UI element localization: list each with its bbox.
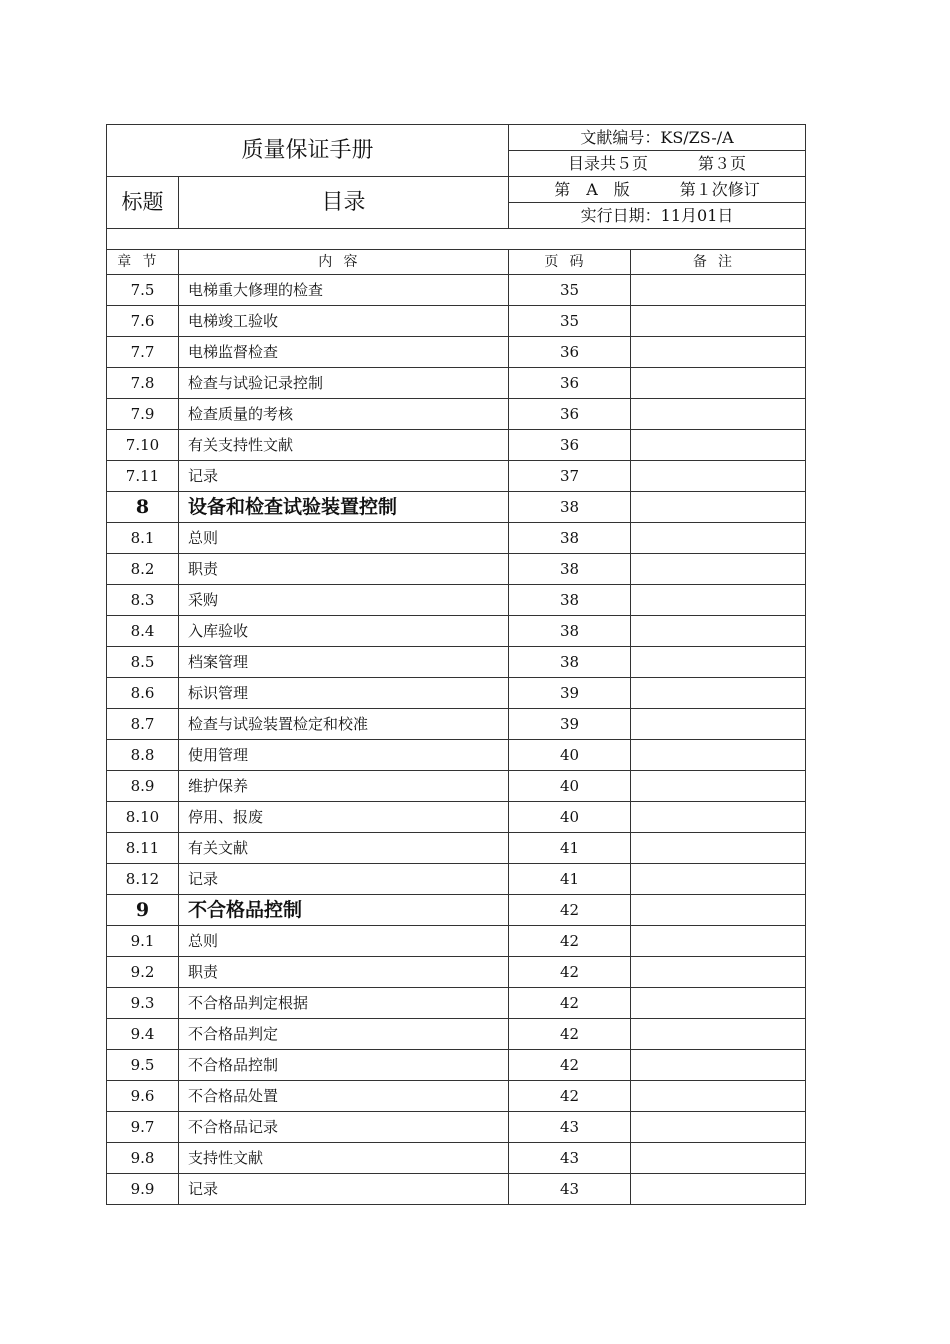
- row-page: 36: [509, 368, 631, 399]
- row-remark: [631, 1081, 806, 1112]
- spacer-cell: [107, 229, 806, 250]
- row-number: 9.6: [107, 1081, 179, 1112]
- row-page: 38: [509, 492, 631, 523]
- row-remark: [631, 1143, 806, 1174]
- row-page: 42: [509, 988, 631, 1019]
- row-title: 档案管理: [179, 647, 509, 678]
- effective-date: 实行日期：11月01日: [509, 203, 806, 229]
- row-remark: [631, 461, 806, 492]
- row-title: 电梯监督检查: [179, 337, 509, 368]
- header-row-3: [107, 177, 806, 203]
- row-page: 39: [509, 709, 631, 740]
- row-page: 43: [509, 1112, 631, 1143]
- header-row-1: [107, 125, 806, 151]
- table-row: [107, 771, 806, 802]
- row-number: 7.8: [107, 368, 179, 399]
- row-title: 检查质量的考核: [179, 399, 509, 430]
- row-number: 8.12: [107, 864, 179, 895]
- row-number: 9.8: [107, 1143, 179, 1174]
- row-page: 39: [509, 678, 631, 709]
- row-title: 不合格品处置: [179, 1081, 509, 1112]
- row-remark: [631, 1050, 806, 1081]
- row-title: 职责: [179, 554, 509, 585]
- row-number: 9.1: [107, 926, 179, 957]
- row-number: 8.2: [107, 554, 179, 585]
- row-page: 38: [509, 616, 631, 647]
- row-remark: [631, 616, 806, 647]
- row-title: 有关支持性文献: [179, 430, 509, 461]
- row-number: 8.11: [107, 833, 179, 864]
- chapter-row: [107, 895, 806, 926]
- row-number: 8: [107, 492, 179, 523]
- row-title: 停用、报废: [179, 802, 509, 833]
- row-number: 8.7: [107, 709, 179, 740]
- title-label: 标题: [107, 177, 179, 229]
- table-row: [107, 678, 806, 709]
- column-header-row: [107, 250, 806, 275]
- row-remark: [631, 678, 806, 709]
- row-remark: [631, 1019, 806, 1050]
- row-number: 9.2: [107, 957, 179, 988]
- row-page: 40: [509, 740, 631, 771]
- table-row: [107, 368, 806, 399]
- row-number: 8.1: [107, 523, 179, 554]
- row-remark: [631, 1112, 806, 1143]
- row-title: 标识管理: [179, 678, 509, 709]
- row-page: 40: [509, 771, 631, 802]
- row-page: 37: [509, 461, 631, 492]
- table-row: [107, 1174, 806, 1205]
- table-row: [107, 709, 806, 740]
- row-title: 设备和检查试验装置控制: [179, 492, 509, 523]
- table-row: [107, 988, 806, 1019]
- table-row: [107, 337, 806, 368]
- row-page: 38: [509, 523, 631, 554]
- column-header-content: 内容: [179, 250, 509, 275]
- revision: 第１次修订: [679, 179, 760, 199]
- table-row: [107, 430, 806, 461]
- row-title: 电梯竣工验收: [179, 306, 509, 337]
- row-title: 总则: [179, 926, 509, 957]
- row-remark: [631, 275, 806, 306]
- row-title: 不合格品记录: [179, 1112, 509, 1143]
- row-number: 8.9: [107, 771, 179, 802]
- column-header-page: 页码: [509, 250, 631, 275]
- row-number: 9.5: [107, 1050, 179, 1081]
- row-remark: [631, 895, 806, 926]
- row-remark: [631, 647, 806, 678]
- table-row: [107, 740, 806, 771]
- row-number: 7.7: [107, 337, 179, 368]
- row-title: 记录: [179, 1174, 509, 1205]
- row-number: 8.4: [107, 616, 179, 647]
- row-number: 9: [107, 895, 179, 926]
- row-title: 不合格品控制: [179, 1050, 509, 1081]
- row-title: 电梯重大修理的检查: [179, 275, 509, 306]
- row-number: 7.9: [107, 399, 179, 430]
- row-title: 支持性文献: [179, 1143, 509, 1174]
- row-page: 42: [509, 1081, 631, 1112]
- doc-number: 文献编号：KS/ZS-/A: [509, 125, 806, 151]
- row-title: 使用管理: [179, 740, 509, 771]
- table-row: [107, 1143, 806, 1174]
- row-remark: [631, 802, 806, 833]
- table-row: [107, 1050, 806, 1081]
- row-page: 41: [509, 833, 631, 864]
- table-row: [107, 802, 806, 833]
- row-title: 采购: [179, 585, 509, 616]
- toc-page-info: [509, 151, 806, 177]
- toc-total: 目录共５页: [568, 153, 649, 173]
- row-remark: [631, 399, 806, 430]
- table-row: [107, 1019, 806, 1050]
- row-page: 42: [509, 957, 631, 988]
- row-title: 职责: [179, 957, 509, 988]
- row-remark: [631, 988, 806, 1019]
- row-number: 8.6: [107, 678, 179, 709]
- row-page: 38: [509, 554, 631, 585]
- row-title: 检查与试验装置检定和校准: [179, 709, 509, 740]
- row-remark: [631, 492, 806, 523]
- table-row: [107, 1112, 806, 1143]
- row-number: 9.3: [107, 988, 179, 1019]
- row-remark: [631, 709, 806, 740]
- column-header-remark: 备注: [631, 250, 806, 275]
- row-number: 8.5: [107, 647, 179, 678]
- row-page: 43: [509, 1174, 631, 1205]
- row-page: 41: [509, 864, 631, 895]
- column-header-chapter: 章节: [107, 250, 179, 275]
- table-row: [107, 554, 806, 585]
- table-row: [107, 1081, 806, 1112]
- row-page: 42: [509, 1050, 631, 1081]
- section-title: 目录: [179, 177, 509, 229]
- row-remark: [631, 523, 806, 554]
- table-row: [107, 306, 806, 337]
- row-page: 42: [509, 895, 631, 926]
- row-page: 40: [509, 802, 631, 833]
- row-number: 9.9: [107, 1174, 179, 1205]
- row-title: 入库验收: [179, 616, 509, 647]
- row-title: 总则: [179, 523, 509, 554]
- row-number: 8.10: [107, 802, 179, 833]
- row-page: 43: [509, 1143, 631, 1174]
- table-row: [107, 864, 806, 895]
- row-title: 记录: [179, 864, 509, 895]
- table-row: [107, 647, 806, 678]
- row-page: 36: [509, 430, 631, 461]
- row-remark: [631, 585, 806, 616]
- table-row: [107, 833, 806, 864]
- row-page: 38: [509, 585, 631, 616]
- row-remark: [631, 833, 806, 864]
- row-page: 36: [509, 337, 631, 368]
- row-title: 有关文献: [179, 833, 509, 864]
- row-title: 记录: [179, 461, 509, 492]
- row-title: 不合格品判定根据: [179, 988, 509, 1019]
- row-remark: [631, 740, 806, 771]
- row-number: 7.11: [107, 461, 179, 492]
- row-title: 不合格品判定: [179, 1019, 509, 1050]
- toc-table: [106, 124, 806, 1205]
- table-row: [107, 616, 806, 647]
- row-number: 9.7: [107, 1112, 179, 1143]
- row-remark: [631, 430, 806, 461]
- table-row: [107, 957, 806, 988]
- row-page: 35: [509, 306, 631, 337]
- table-row: [107, 523, 806, 554]
- row-number: 8.8: [107, 740, 179, 771]
- row-number: 8.3: [107, 585, 179, 616]
- chapter-row: [107, 492, 806, 523]
- row-title: 不合格品控制: [179, 895, 509, 926]
- row-remark: [631, 1174, 806, 1205]
- row-remark: [631, 771, 806, 802]
- row-page: 42: [509, 926, 631, 957]
- table-row: [107, 275, 806, 306]
- row-title: 维护保养: [179, 771, 509, 802]
- row-number: 7.5: [107, 275, 179, 306]
- row-page: 35: [509, 275, 631, 306]
- manual-title: 质量保证手册: [107, 125, 509, 177]
- row-page: 38: [509, 647, 631, 678]
- row-remark: [631, 306, 806, 337]
- row-page: 36: [509, 399, 631, 430]
- edition: 第 A 版: [554, 179, 630, 199]
- edition-info: [509, 177, 806, 203]
- table-row: [107, 399, 806, 430]
- page-number: 第３页: [698, 153, 747, 173]
- spacer-row: [107, 229, 806, 250]
- row-remark: [631, 957, 806, 988]
- table-row: [107, 585, 806, 616]
- row-number: 9.4: [107, 1019, 179, 1050]
- row-remark: [631, 864, 806, 895]
- table-row: [107, 461, 806, 492]
- row-page: 42: [509, 1019, 631, 1050]
- row-number: 7.10: [107, 430, 179, 461]
- row-remark: [631, 368, 806, 399]
- row-remark: [631, 554, 806, 585]
- row-title: 检查与试验记录控制: [179, 368, 509, 399]
- row-number: 7.6: [107, 306, 179, 337]
- row-remark: [631, 926, 806, 957]
- table-row: [107, 926, 806, 957]
- row-remark: [631, 337, 806, 368]
